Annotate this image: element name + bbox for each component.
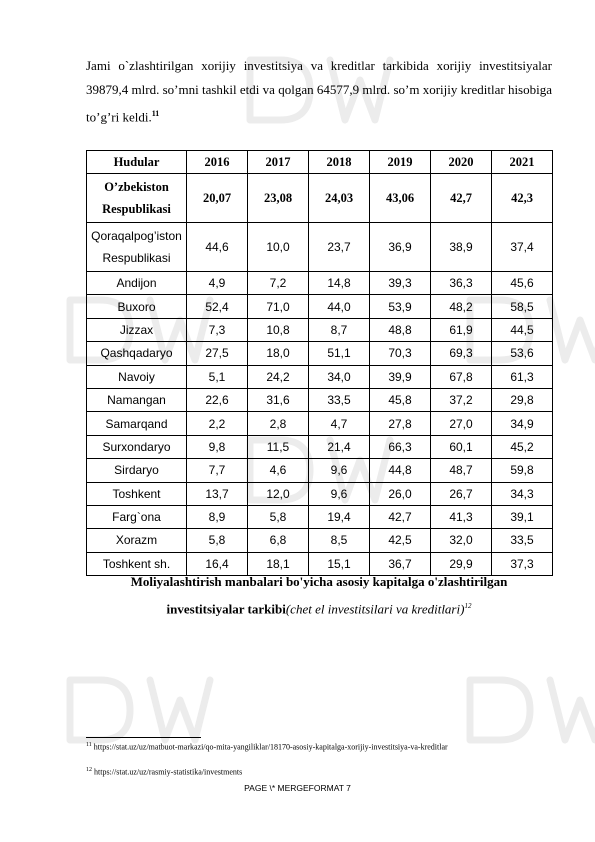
caption-bold: investitsiyalar tarkibi (166, 601, 286, 617)
value-cell: 67,8 (431, 365, 492, 388)
value-cell: 24,2 (248, 365, 309, 388)
value-cell: 45,6 (492, 272, 553, 295)
region-cell: Jizzax (87, 318, 187, 341)
value-cell: 60,1 (431, 435, 492, 458)
value-cell: 23,08 (248, 174, 309, 223)
header-cell: 2017 (248, 151, 309, 174)
region-cell: Andijon (87, 272, 187, 295)
value-cell: 27,5 (187, 342, 248, 365)
footnote-ref-11: 11 (151, 109, 160, 118)
value-cell: 52,4 (187, 295, 248, 318)
header-cell: 2019 (370, 151, 431, 174)
value-cell: 8,9 (187, 505, 248, 528)
region-cell: Sirdaryo (87, 459, 187, 482)
table-row (87, 435, 553, 458)
value-cell: 26,7 (431, 482, 492, 505)
value-cell: 44,6 (187, 223, 248, 272)
table-row (87, 223, 553, 272)
value-cell: 48,8 (370, 318, 431, 341)
value-cell: 34,3 (492, 482, 553, 505)
region-cell: Toshkent (87, 482, 187, 505)
value-cell: 9,6 (309, 459, 370, 482)
header-cell: 2021 (492, 151, 553, 174)
footnote-11 (86, 742, 448, 752)
value-cell: 44,8 (370, 459, 431, 482)
value-cell: 9,8 (187, 435, 248, 458)
value-cell: 2,8 (248, 412, 309, 435)
caption-italic: (chet el investitsilari va kreditlari) (285, 601, 465, 617)
value-cell: 44,0 (309, 295, 370, 318)
header-cell: 2016 (187, 151, 248, 174)
value-cell: 34,0 (309, 365, 370, 388)
value-cell: 18,1 (248, 552, 309, 575)
value-cell: 42,3 (492, 174, 553, 223)
value-cell: 27,8 (370, 412, 431, 435)
header-cell: Hudular (87, 151, 187, 174)
value-cell: 29,9 (431, 552, 492, 575)
value-cell: 59,8 (492, 459, 553, 482)
value-cell: 39,3 (370, 272, 431, 295)
value-cell: 39,9 (370, 365, 431, 388)
table-row (87, 318, 553, 341)
value-cell: 45,8 (370, 388, 431, 411)
table-caption (86, 570, 552, 621)
value-cell: 7,2 (248, 272, 309, 295)
table-row (87, 412, 553, 435)
value-cell: 8,7 (309, 318, 370, 341)
value-cell: 27,0 (431, 412, 492, 435)
value-cell: 37,4 (492, 223, 553, 272)
value-cell: 58,5 (492, 295, 553, 318)
value-cell: 20,07 (187, 174, 248, 223)
value-cell: 32,0 (431, 529, 492, 552)
value-cell: 2,2 (187, 412, 248, 435)
value-cell: 6,8 (248, 529, 309, 552)
value-cell: 69,3 (431, 342, 492, 365)
value-cell: 12,0 (248, 482, 309, 505)
caption-line1: Moliyalashtirish manbalari bo'yicha asosiy kapitalga o'zlashtirilgan (130, 574, 508, 589)
value-cell: 70,3 (370, 342, 431, 365)
value-cell: 45,2 (492, 435, 553, 458)
header-cell: 2018 (309, 151, 370, 174)
footnote-ref-12: 12 (464, 602, 472, 610)
region-cell: O’zbekiston Respublikasi (87, 174, 187, 223)
value-cell: 43,06 (370, 174, 431, 223)
region-cell: Buxoro (87, 295, 187, 318)
footnote-separator (86, 737, 201, 738)
table-row (87, 529, 553, 552)
value-cell: 33,5 (492, 529, 553, 552)
intro-paragraph (86, 54, 552, 129)
region-cell: Qashqadaryo (87, 342, 187, 365)
region-cell: Qoraqalpog’iston Respublikasi (87, 223, 187, 272)
value-cell: 24,03 (309, 174, 370, 223)
table-row (87, 342, 553, 365)
value-cell: 11,5 (248, 435, 309, 458)
value-cell: 5,8 (187, 529, 248, 552)
value-cell: 5,1 (187, 365, 248, 388)
value-cell: 4,7 (309, 412, 370, 435)
intro-text: Jami o`zlashtirilgan xorijiy investitsiya va kreditlar tarkibida xorijiy investitsiyalar 39879,4 mlrd. so’mni tashkil etdi va qolgan 64577,9 mlrd. so’m xorijiy kreditlar hisobiga to’g’ri keldi. (86, 58, 552, 125)
investment-table (86, 150, 553, 576)
value-cell: 44,5 (492, 318, 553, 341)
value-cell: 8,5 (309, 529, 370, 552)
region-cell: Namangan (87, 388, 187, 411)
value-cell: 7,7 (187, 459, 248, 482)
region-cell: Samarqand (87, 412, 187, 435)
value-cell: 53,6 (492, 342, 553, 365)
table-row (87, 505, 553, 528)
value-cell: 13,7 (187, 482, 248, 505)
table-row (87, 365, 553, 388)
value-cell: 14,8 (309, 272, 370, 295)
value-cell: 7,3 (187, 318, 248, 341)
value-cell: 22,6 (187, 388, 248, 411)
value-cell: 36,7 (370, 552, 431, 575)
value-cell: 61,9 (431, 318, 492, 341)
value-cell: 33,5 (309, 388, 370, 411)
value-cell: 4,9 (187, 272, 248, 295)
caption-line2 (86, 594, 552, 621)
value-cell: 71,0 (248, 295, 309, 318)
table-row (87, 459, 553, 482)
value-cell: 9,6 (309, 482, 370, 505)
value-cell: 42,7 (431, 174, 492, 223)
value-cell: 42,7 (370, 505, 431, 528)
value-cell: 38,9 (431, 223, 492, 272)
table-row (87, 272, 553, 295)
value-cell: 5,8 (248, 505, 309, 528)
region-cell: Farg`ona (87, 505, 187, 528)
value-cell: 51,1 (309, 342, 370, 365)
value-cell: 23,7 (309, 223, 370, 272)
region-cell: Toshkent sh. (87, 552, 187, 575)
value-cell: 36,9 (370, 223, 431, 272)
table-row (87, 388, 553, 411)
value-cell: 21,4 (309, 435, 370, 458)
value-cell: 48,2 (431, 295, 492, 318)
value-cell: 26,0 (370, 482, 431, 505)
footnote-number: 12 (86, 767, 92, 773)
table-row (87, 174, 553, 223)
page-footer: PAGE \* MERGEFORMAT 7 (244, 783, 351, 793)
value-cell: 31,6 (248, 388, 309, 411)
region-cell: Navoiy (87, 365, 187, 388)
value-cell: 16,4 (187, 552, 248, 575)
value-cell: 53,9 (370, 295, 431, 318)
value-cell: 10,0 (248, 223, 309, 272)
value-cell: 41,3 (431, 505, 492, 528)
table-row (87, 482, 553, 505)
table-row (87, 295, 553, 318)
value-cell: 61,3 (492, 365, 553, 388)
region-cell: Xorazm (87, 529, 187, 552)
footnote-12 (86, 767, 242, 777)
value-cell: 15,1 (309, 552, 370, 575)
footnote-link[interactable]: https://stat.uz/uz/rasmiy-statistika/investments (94, 767, 243, 777)
header-cell: 2020 (431, 151, 492, 174)
value-cell: 34,9 (492, 412, 553, 435)
value-cell: 42,5 (370, 529, 431, 552)
table-header-row (87, 151, 553, 174)
value-cell: 37,3 (492, 552, 553, 575)
value-cell: 4,6 (248, 459, 309, 482)
value-cell: 19,4 (309, 505, 370, 528)
value-cell: 10,8 (248, 318, 309, 341)
value-cell: 29,8 (492, 388, 553, 411)
value-cell: 18,0 (248, 342, 309, 365)
value-cell: 48,7 (431, 459, 492, 482)
value-cell: 39,1 (492, 505, 553, 528)
region-cell: Surxondaryo (87, 435, 187, 458)
value-cell: 66,3 (370, 435, 431, 458)
value-cell: 37,2 (431, 388, 492, 411)
footnote-link[interactable]: https://stat.uz/uz/matbuot-markazi/qo-mita-yangiliklar/18170-asosiy-kapitalga-xorijiy-investitsiya-va-kreditlar (93, 742, 448, 752)
value-cell: 36,3 (431, 272, 492, 295)
footnote-number: 11 (86, 742, 92, 748)
